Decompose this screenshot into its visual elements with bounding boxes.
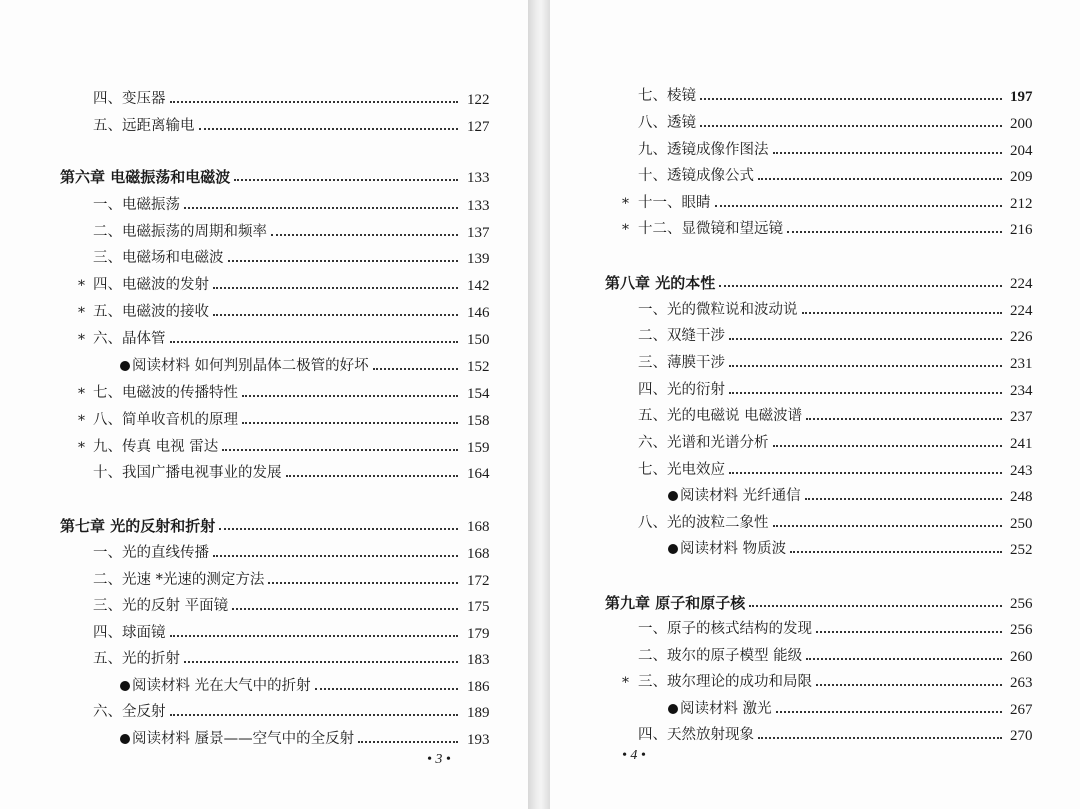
toc-entry-text: 十二、显微镜和望远镜: [638, 221, 783, 237]
toc-entry-label: [638, 325, 725, 347]
toc-entry-label: [93, 247, 224, 269]
leader-dots: [773, 432, 1003, 447]
toc-entry-text: 阅读材料 光纤通信: [680, 488, 801, 504]
toc-entry: [0, 325, 1080, 347]
toc-entry-label: [638, 112, 696, 134]
reading-material-entry: [0, 538, 1080, 560]
toc-entry-text: 阅读材料 激光: [680, 701, 772, 717]
toc-entry-text: 七、电磁波的传播特性: [93, 385, 238, 401]
chapter-entry: [0, 592, 1080, 614]
toc-entry-text: 五、光的折射: [93, 651, 180, 667]
toc-entry: [0, 112, 1080, 134]
toc-entry-text: 一、原子的核式结构的发现: [638, 621, 812, 637]
toc-entry-text: 阅读材料 光在大气中的折射: [132, 678, 311, 694]
toc-entry-text: 一、光的微粒说和波动说: [638, 302, 798, 318]
toc-entry-text: 五、远距离输电: [93, 118, 195, 134]
toc-entry-label: [638, 671, 812, 693]
toc-entry-label: [638, 192, 711, 214]
optional-star-marker: *: [78, 278, 85, 294]
toc-entry-text: 七、棱镜: [638, 88, 696, 104]
toc-entry-label: [668, 698, 772, 720]
toc-entry-text: 十一、眼睛: [638, 195, 711, 211]
toc-entry-text: 一、电磁振荡: [93, 197, 180, 213]
reading-material-entry: [0, 485, 1080, 507]
toc-entry-text: 二、双缝干涉: [638, 328, 725, 344]
toc-entry-text: 九、透镜成像作图法: [638, 142, 769, 158]
bullet-icon: [668, 544, 678, 554]
toc-entry-text: 四、天然放射现象: [638, 727, 754, 743]
toc-entry-text: 四、变压器: [93, 91, 166, 107]
toc-page-number: 256: [1010, 596, 1033, 612]
toc-entry: [0, 139, 1080, 161]
toc-entry: [0, 618, 1080, 640]
toc-page-number: 133: [467, 198, 490, 214]
leader-dots: [816, 618, 1002, 633]
toc-entry-label: [638, 405, 802, 427]
toc-page-number: 168: [467, 519, 490, 535]
toc-page-number: 267: [1010, 702, 1033, 718]
toc-entry-text: 三、薄膜干涉: [638, 355, 725, 371]
leader-dots: [787, 218, 1002, 233]
toc-entry-text: 三、玻尔理论的成功和局限: [638, 674, 812, 690]
optional-star-marker: *: [78, 440, 85, 456]
toc-entry-text: 第七章 光的反射和折射: [60, 517, 216, 535]
toc-entry-text: 第八章 光的本性: [605, 274, 716, 292]
toc-page-number: 216: [1010, 222, 1033, 238]
toc-page-number: 183: [467, 652, 490, 668]
toc-entry: [0, 165, 1080, 187]
toc-page-number: 212: [1010, 196, 1033, 212]
toc-entry-label: [638, 618, 812, 640]
toc-page-number: 159: [467, 440, 490, 456]
toc-entry-label: [93, 569, 264, 591]
toc-page-number: 250: [1010, 516, 1033, 532]
leader-dots: [729, 379, 1002, 394]
toc-entry-text: 十、透镜成像公式: [638, 168, 754, 184]
toc-page-number: 133: [467, 170, 490, 186]
toc-page-number: 231: [1010, 356, 1033, 372]
toc-entry: [0, 218, 1080, 240]
toc-page-number: 175: [467, 599, 490, 615]
toc-entry-text: 五、电磁波的接收: [93, 304, 209, 320]
toc-page-number: 204: [1010, 143, 1033, 159]
toc-entry-label: [638, 645, 802, 667]
toc-page-number: 224: [1010, 303, 1033, 319]
toc-entry: [0, 432, 1080, 454]
toc-entry-text: 阅读材料 蜃景——空气中的全反射: [132, 731, 355, 747]
toc-entry-text: 二、电磁振荡的周期和频率: [93, 224, 267, 240]
toc-page-number: 186: [467, 679, 490, 695]
leader-dots: [776, 698, 1002, 713]
leader-dots: [773, 512, 1003, 527]
toc-page-number: 252: [1010, 542, 1033, 558]
leader-dots: [719, 272, 1002, 287]
toc-page-number: 226: [1010, 329, 1033, 345]
toc-entry-text: 八、简单收音机的原理: [93, 412, 238, 428]
optional-star-marker: *: [622, 196, 629, 212]
toc-page-number: 179: [467, 626, 490, 642]
toc-entry: [0, 247, 1080, 269]
toc-entry-text: 一、光的直线传播: [93, 545, 209, 561]
toc-page-number: 237: [1010, 409, 1033, 425]
toc-entry-text: 四、电磁波的发射: [93, 277, 209, 293]
toc-entry-text: 七、光电效应: [638, 462, 725, 478]
bullet-icon: [668, 704, 678, 714]
toc-entry-label: [638, 352, 725, 374]
toc-page-number: 248: [1010, 489, 1033, 505]
leader-dots: [729, 352, 1002, 367]
leader-dots: [816, 671, 1002, 686]
toc-page-number: 243: [1010, 463, 1033, 479]
toc-entry-text: 六、晶体管: [93, 331, 166, 347]
toc-entry-text: 二、玻尔的原子模型 能级: [638, 648, 803, 664]
toc-entry-text: 三、电磁场和电磁波: [93, 250, 224, 266]
toc-entry-label: [638, 299, 798, 321]
optional-star-marker: *: [622, 222, 629, 238]
leader-dots: [268, 569, 458, 584]
leader-dots: [700, 85, 1002, 100]
toc-page-number: 200: [1010, 116, 1033, 132]
toc-page-number: 234: [1010, 383, 1033, 399]
toc-page-number: 224: [1010, 276, 1033, 292]
toc-entry: [0, 352, 1080, 374]
toc-entry-label: [638, 218, 783, 240]
leader-dots: [729, 459, 1002, 474]
toc-entry-text: 九、传真 电视 雷达: [93, 439, 219, 455]
leader-dots: [715, 192, 1003, 207]
leader-dots: [790, 538, 1002, 553]
toc-page-number: 270: [1010, 728, 1033, 744]
page-number-left: • 3 •: [427, 752, 451, 767]
toc-page-number: 152: [467, 359, 490, 375]
toc-entry-label: [638, 432, 769, 454]
optional-star-marker: *: [78, 305, 85, 321]
toc-page-number: 142: [467, 278, 490, 294]
leader-dots: [700, 112, 1002, 127]
toc-entry: [0, 192, 1080, 214]
chapter-entry: [0, 272, 1080, 294]
toc-page-number: 122: [467, 92, 490, 108]
toc-entry-text: 八、光的波粒二象性: [638, 515, 769, 531]
toc-entry: [0, 405, 1080, 427]
toc-page-number: 164: [467, 466, 490, 482]
toc-entry-label: [668, 485, 801, 507]
toc-page-number: 197: [1010, 89, 1033, 105]
optional-star-marker: *: [78, 413, 85, 429]
toc-page-number: 193: [467, 732, 490, 748]
toc-entry: [0, 459, 1080, 481]
toc-entry-text: 四、球面镜: [93, 625, 166, 641]
leader-dots: [228, 247, 459, 262]
leader-dots: [806, 405, 1002, 420]
leader-dots: [758, 165, 1002, 180]
reading-material-entry: [0, 698, 1080, 720]
toc-page-number: 139: [467, 251, 490, 267]
toc-entry: [0, 379, 1080, 401]
toc-page-number: 146: [467, 305, 490, 321]
toc-page-number: 154: [467, 386, 490, 402]
optional-star-marker: *: [78, 332, 85, 348]
toc-page-number: 256: [1010, 622, 1033, 638]
toc-entry-label: [605, 272, 715, 294]
toc-entry-text: 四、光的衍射: [638, 382, 725, 398]
optional-star-marker: *: [622, 675, 629, 691]
toc-page-number: 137: [467, 225, 490, 241]
toc-entry-text: 五、光的电磁说 电磁波谱: [638, 408, 803, 424]
toc-entry-label: [638, 724, 754, 746]
toc-page-number: 241: [1010, 436, 1033, 452]
leader-dots: [729, 325, 1002, 340]
toc-page-number: 168: [467, 546, 490, 562]
toc-entry-label: [638, 512, 769, 534]
toc-entry-text: 十、我国广播电视事业的发展: [93, 465, 282, 481]
toc-entry-label: [638, 165, 754, 187]
toc-entry-label: [668, 538, 786, 560]
toc-entry: [0, 671, 1080, 693]
toc-entry-label: [638, 379, 725, 401]
toc-entry: [0, 645, 1080, 667]
page-number-right: • 4 •: [622, 748, 646, 763]
toc-entry-label: [605, 592, 745, 614]
leader-dots: [802, 299, 1003, 314]
toc-entry-label: [638, 459, 725, 481]
toc-entry: [0, 569, 1080, 591]
leader-dots: [773, 139, 1003, 154]
toc-page-number: 260: [1010, 649, 1033, 665]
leader-dots: [758, 724, 1002, 739]
bullet-icon: [668, 491, 678, 501]
toc-entry-text: 八、透镜: [638, 115, 696, 131]
toc-entry-label: [638, 139, 769, 161]
toc-page-number: 172: [467, 573, 490, 589]
toc-page-number: 263: [1010, 675, 1033, 691]
toc-page-number: 150: [467, 332, 490, 348]
leader-dots: [805, 485, 1002, 500]
leader-dots: [749, 592, 1002, 607]
toc-page-number: 158: [467, 413, 490, 429]
toc-entry: [0, 299, 1080, 321]
toc-entry-text: 六、光谱和光谱分析: [638, 435, 769, 451]
toc-entry: [0, 85, 1080, 107]
optional-star-marker: *: [78, 386, 85, 402]
toc-page-number: 127: [467, 119, 490, 135]
toc-entry-text: 阅读材料 如何判别晶体二极管的好坏: [132, 358, 369, 374]
toc-entry-text: 第九章 原子和原子核: [605, 594, 746, 612]
leader-dots: [806, 645, 1002, 660]
toc-entry-text: 第六章 电磁振荡和电磁波: [60, 168, 231, 186]
toc-entry-label: [638, 85, 696, 107]
toc-entry: [0, 512, 1080, 534]
toc-page-number: 209: [1010, 169, 1033, 185]
toc-entry-text: 六、全反射: [93, 704, 166, 720]
toc-entry-text: 三、光的反射 平面镜: [93, 598, 229, 614]
toc-entry-text: 阅读材料 物质波: [680, 541, 787, 557]
toc-entry: [0, 724, 1080, 746]
toc-entry-text: 二、光速 *光速的测定方法: [93, 572, 265, 588]
toc-page-number: 189: [467, 705, 490, 721]
